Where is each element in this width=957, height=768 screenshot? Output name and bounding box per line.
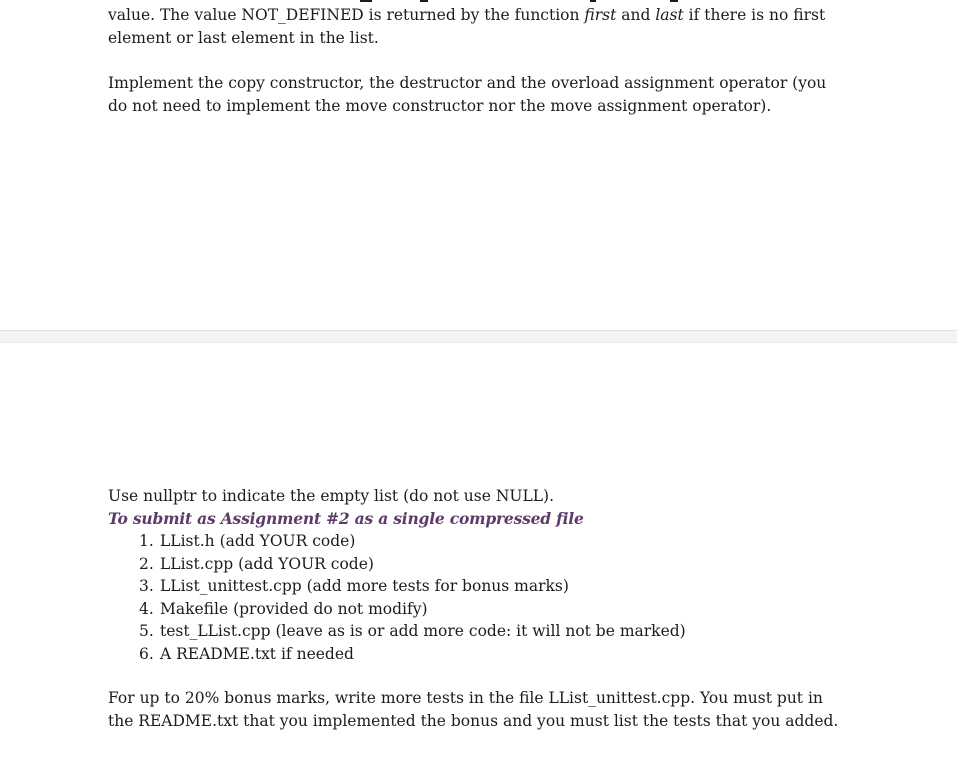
list-item: A README.txt if needed	[160, 644, 354, 663]
implement-paragraph	[108, 72, 848, 117]
para1-text-a: value. The value NOT_DEFINED is returned by the function	[108, 6, 585, 24]
bonus-paragraph: For up to 20% bonus marks, write more tests in the file LList_unittest.cpp. You must put in the README.txt that you implemented the bonus and you must list the tests that you added.	[108, 689, 839, 730]
document-page-top	[0, 0, 957, 330]
list-item: LList.h (add YOUR code)	[160, 532, 356, 550]
para1-text-c: if there is no first element or last element in the list.	[108, 6, 826, 47]
submit-list	[108, 530, 848, 665]
implement-text: Implement the copy constructor, the destructor and the overload assignment operator (you do not need to implement the move constructor nor the move assignment operator).	[108, 74, 827, 115]
document-page-bottom	[0, 343, 957, 768]
list-item: LList_unittest.cpp (add more tests for bonus marks)	[160, 577, 569, 595]
submission-section	[108, 485, 848, 665]
para1-text-b: and	[616, 6, 656, 24]
para1-em-last: last	[655, 6, 684, 24]
list-item: Makefile (provided do not modify)	[160, 599, 428, 618]
not-defined-paragraph	[108, 4, 848, 49]
submit-heading: To submit as Assignment #2 as a single compressed file	[108, 508, 584, 528]
page-separator	[0, 330, 957, 343]
nullptr-line: Use nullptr to indicate the empty list (do not use NULL).	[108, 487, 555, 505]
para1-em-first: first	[584, 6, 617, 24]
list-item: LList.cpp (add YOUR code)	[160, 554, 374, 573]
list-item: test_LList.cpp (leave as is or add more code: it will not be marked)	[160, 622, 686, 640]
